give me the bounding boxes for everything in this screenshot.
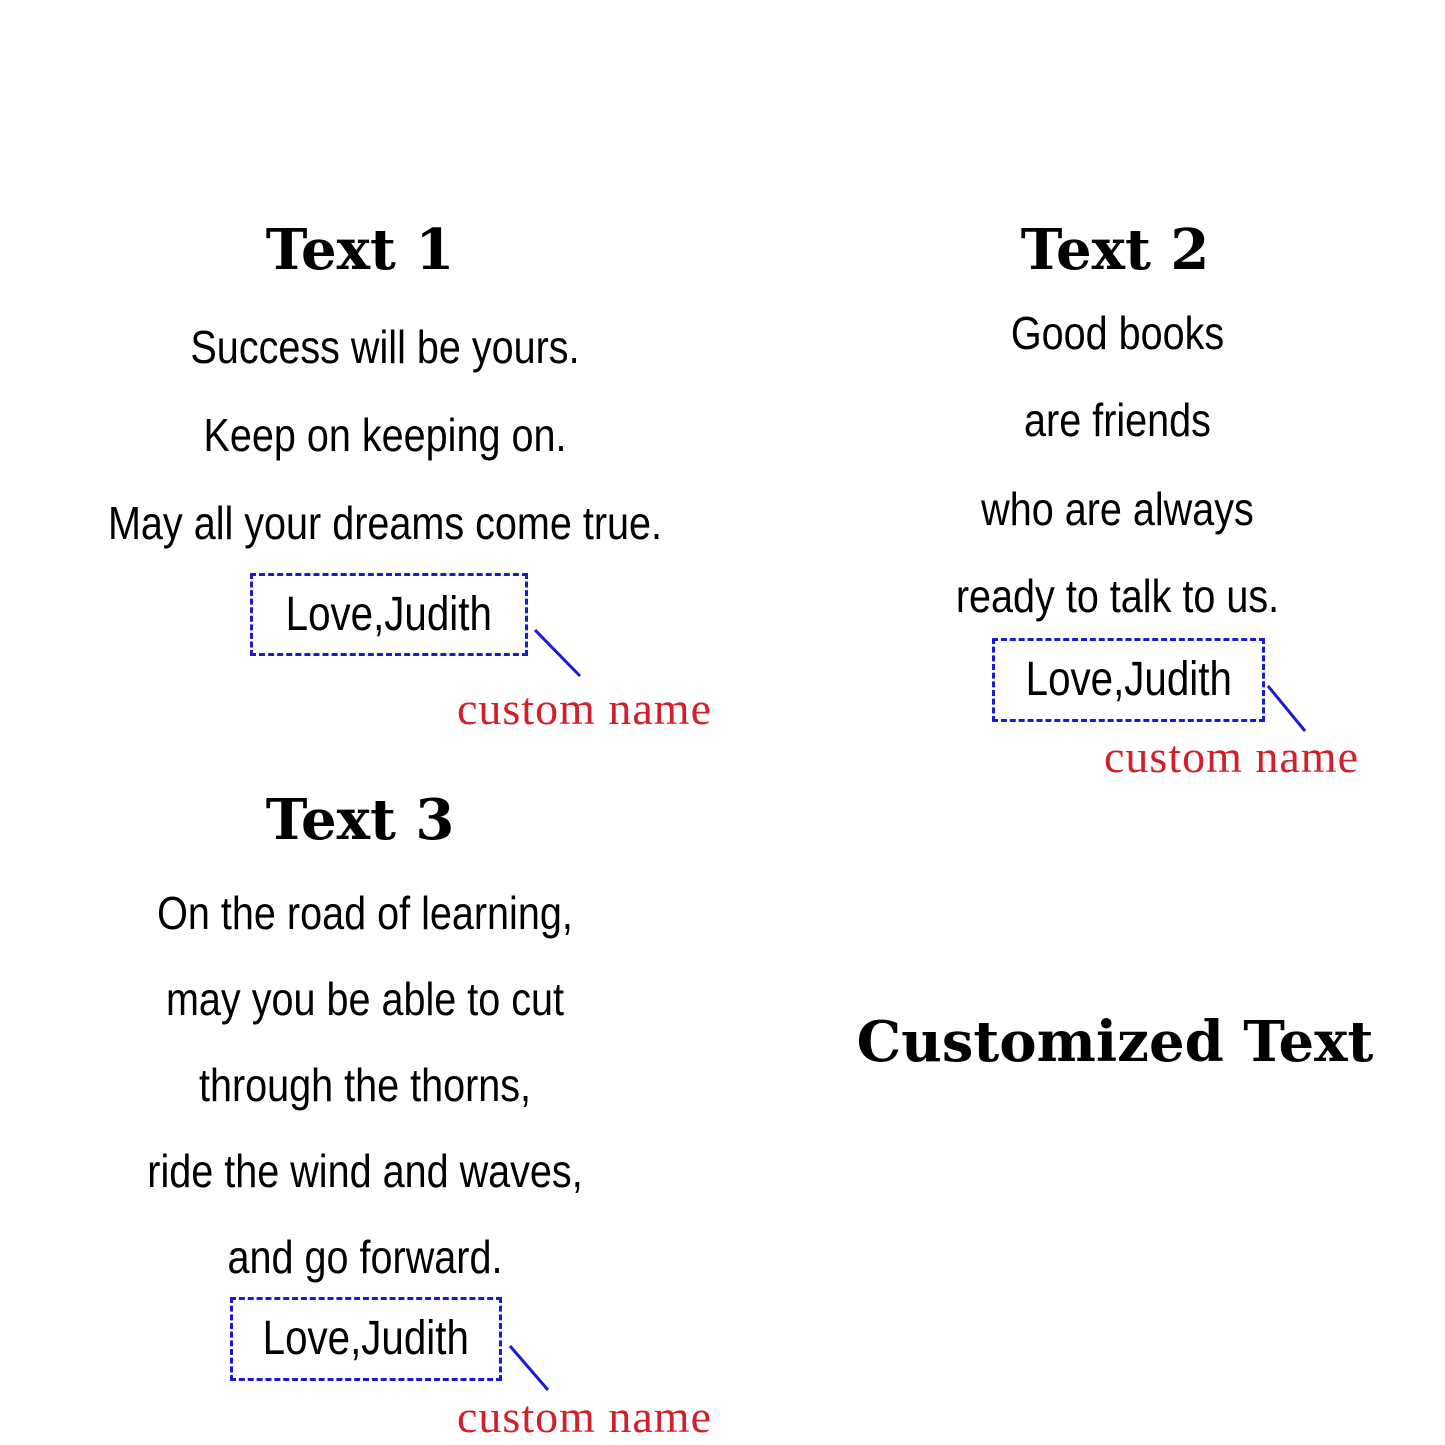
text2-custom-name-label: custom name [1104, 731, 1359, 782]
text1-line-3: May all your dreams come true. [107, 497, 663, 549]
text3-line-2: may you be able to cut [165, 973, 565, 1025]
text3-line-3: through the thorns, [198, 1059, 532, 1111]
text1-line-1: Success will be yours. [190, 321, 580, 373]
text2-line-1: Good books [1010, 307, 1225, 359]
text2-line-2: are friends [1024, 394, 1211, 446]
text3-line-4: ride the wind and waves, [147, 1145, 583, 1197]
text1-heading: Text 1 [265, 217, 455, 283]
text2-line-4: ready to talk to us. [955, 570, 1280, 622]
customized-text-heading: Customized Text [856, 1009, 1374, 1075]
text2-signature: Love,Judith [1025, 653, 1232, 706]
text3-custom-name-label: custom name [457, 1391, 712, 1442]
text1-line-2: Keep on keeping on. [203, 409, 567, 461]
text3-signature: Love,Judith [262, 1312, 470, 1365]
text2-heading: Text 2 [1020, 217, 1210, 283]
text2-line-3: who are always [981, 483, 1254, 535]
text3-line-1: On the road of learning, [157, 887, 573, 939]
text3-line-5: and go forward. [227, 1231, 503, 1283]
text3-heading: Text 3 [265, 787, 455, 853]
text1-signature: Love,Judith [285, 587, 493, 641]
text1-custom-name-label: custom name [457, 683, 712, 734]
